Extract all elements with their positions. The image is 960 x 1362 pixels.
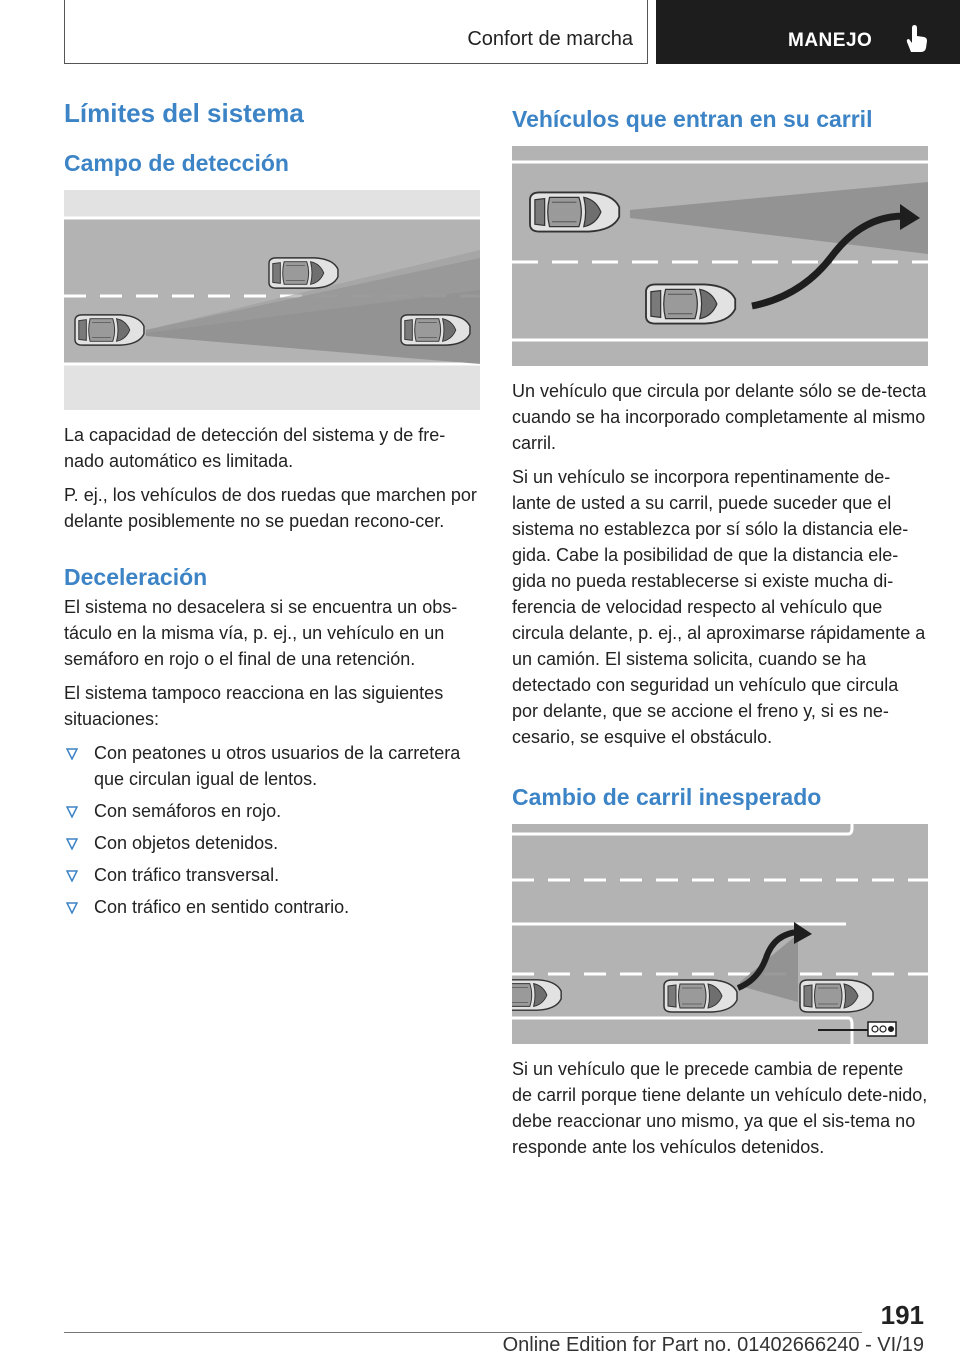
chapter-title: MANEJO (788, 30, 873, 51)
page-header (0, 0, 960, 66)
situation-list (64, 740, 480, 920)
deceleration-paragraph-2: El sistema tampoco reacciona en las siguientes situaciones: (64, 683, 444, 729)
triangle-bullet-icon (66, 748, 78, 760)
lane-change-svg (512, 824, 928, 1044)
lane-change-paragraph-1: Si un vehículo que le precede cambia de repente de carril porque tiene delante un vehículo dete-nido, debe reaccionar uno mismo, ya que el sis-tema no responde ante los vehículos detenidos. (512, 1059, 928, 1157)
triangle-bullet-icon (66, 870, 78, 882)
edition-note: Online Edition for Part no. 01402666240 - VI/19 (502, 1334, 924, 1356)
section-title: Confort de marcha (467, 28, 633, 50)
detection-range-svg (64, 190, 480, 410)
lane-entry-paragraph-2: Si un vehículo se incorpora repentinamente de-lante de usted a su carril, puede suceder que el sistema no establezca por sí sólo la distancia ele-gida. Cabe la posibilidad de que la distancia ele-gida no pueda restablecerse si existe mucha di-ferencia de velocidad respecto al vehículo que circula delante, p. ej., al aproximarse rápidamente a un camión. El sistema solicita, cuando se ha detectado con seguridad un vehículo que circula por delante, que se accione el freno y, si es ne-cesario, se esquive el obstáculo. (512, 467, 926, 747)
triangle-bullet-icon (66, 806, 78, 818)
hand-pointer-icon (902, 24, 930, 54)
triangle-bullet-icon (66, 902, 78, 914)
list-item: Con peatones u otros usuarios de la carretera que circulan igual de lentos. (64, 740, 480, 792)
deceleration-paragraph-1: El sistema no desacelera si se encuentra un obs-táculo en la misma vía, p. ej., un vehículo en un semáforo en rojo o el final de una retención. (64, 597, 458, 669)
right-column (512, 104, 928, 1160)
lane-change-illustration (512, 824, 928, 1044)
list-item: Con objetos detenidos. (64, 830, 480, 856)
triangle-bullet-icon (66, 838, 78, 850)
footer-divider (64, 1332, 862, 1333)
section-heading-detection-range: Campo de detección (64, 150, 289, 176)
detection-paragraph-2: P. ej., los vehículos de dos ruedas que marchen por delante posiblemente no se puedan recono-cer. (64, 485, 477, 531)
list-item: Con tráfico en sentido contrario. (64, 894, 480, 920)
chapter-tab (656, 0, 960, 64)
section-heading-unexpected-lane-change: Cambio de carril inesperado (512, 784, 822, 810)
list-item: Con semáforos en rojo. (64, 798, 480, 824)
lane-entry-paragraph-1: Un vehículo que circula por delante sólo se de-tecta cuando se ha incorporado completamente al mismo carril. (512, 381, 927, 453)
page-footer (0, 1290, 960, 1362)
lane-entry-illustration (512, 146, 928, 366)
detection-paragraph-1: La capacidad de detección del sistema y de fre-nado automático es limitada. (64, 425, 446, 471)
main-heading: Límites del sistema (64, 98, 304, 128)
section-heading-deceleration: Deceleración (64, 564, 208, 590)
section-tab (64, 0, 648, 64)
page-number: 191 (880, 1300, 924, 1330)
left-column (64, 96, 480, 920)
list-item: Con tráfico transversal. (64, 862, 480, 888)
lane-entry-svg (512, 146, 928, 366)
detection-range-illustration (64, 190, 480, 410)
section-heading-vehicles-entering-lane: Vehículos que entran en su carril (512, 106, 873, 132)
